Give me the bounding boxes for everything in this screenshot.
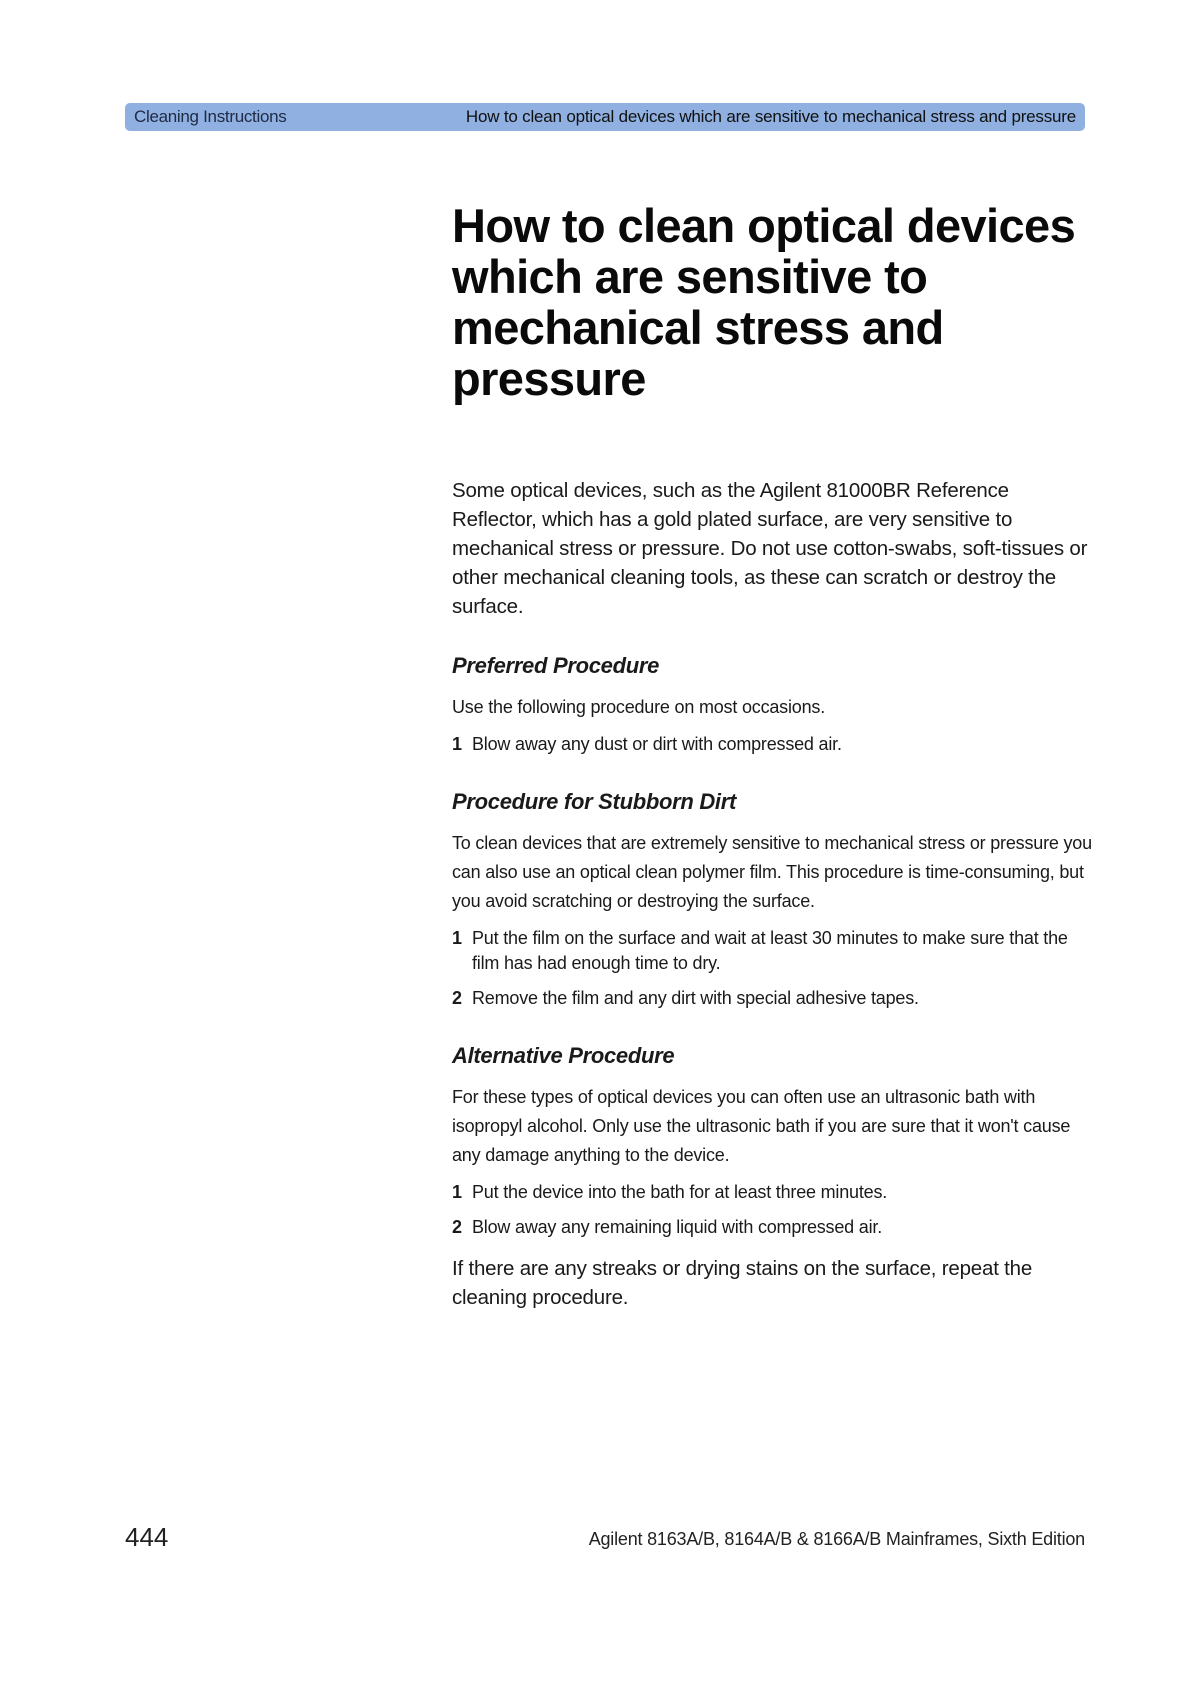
page-number: 444 <box>125 1522 169 1552</box>
preferred-steps <box>452 732 1092 757</box>
preferred-heading: Preferred Procedure <box>452 653 660 678</box>
alternative-heading: Alternative Procedure <box>452 1043 675 1068</box>
step-number: 1 <box>452 1182 462 1202</box>
step-number: 1 <box>452 928 462 948</box>
preferred-text: Use the following procedure on most occasions. <box>452 697 826 717</box>
step-number: 2 <box>452 988 462 1008</box>
outro-paragraph: If there are any streaks or drying stains on the surface, repeat the cleaning procedure. <box>452 1257 1033 1309</box>
main-content <box>452 200 1092 1312</box>
stubborn-heading: Procedure for Stubborn Dirt <box>452 789 737 814</box>
intro-paragraph: Some optical devices, such as the Agilent 81000BR Reference Reflector, which has a gold plated surface, are very sensitive to mechanical stress or pressure. Do not use cotton-swabs, soft-tissues or other mechanical cleaning tools, as these can scratch or destroy the surface. <box>452 479 1088 618</box>
step-item <box>452 732 1092 757</box>
step-item <box>452 1215 1092 1240</box>
page-title: How to clean optical devices which are sensitive to mechanical stress and pressure <box>452 199 1076 405</box>
step-item <box>452 986 1092 1011</box>
alternative-steps <box>452 1180 1092 1240</box>
step-item <box>452 926 1092 976</box>
running-header <box>125 103 1085 131</box>
step-item <box>452 1180 1092 1205</box>
header-section: Cleaning Instructions <box>134 107 287 126</box>
footer-doc-title: Agilent 8163A/B, 8164A/B & 8166A/B Mainframes, Sixth Edition <box>588 1529 1085 1549</box>
step-number: 2 <box>452 1217 462 1237</box>
stubborn-text: To clean devices that are extremely sensitive to mechanical stress or pressure you can also use an optical clean polymer film. This procedure is time-consuming, but you avoid scratching or destroying the surface. <box>452 833 1092 911</box>
step-text: Remove the film and any dirt with special adhesive tapes. <box>472 988 919 1008</box>
header-topic: How to clean optical devices which are sensitive to mechanical stress and pressure <box>465 107 1076 126</box>
step-text: Blow away any dust or dirt with compressed air. <box>472 734 842 754</box>
alternative-text: For these types of optical devices you can often use an ultrasonic bath with isopropyl alcohol. Only use the ultrasonic bath if you are sure that it won't cause any damage anything to the device. <box>452 1087 1071 1165</box>
stubborn-steps <box>452 926 1092 1011</box>
step-number: 1 <box>452 734 462 754</box>
step-text: Blow away any remaining liquid with compressed air. <box>472 1217 882 1237</box>
step-text: Put the device into the bath for at least three minutes. <box>472 1182 888 1202</box>
step-text: Put the film on the surface and wait at least 30 minutes to make sure that the film has had enough time to dry. <box>472 928 1068 973</box>
